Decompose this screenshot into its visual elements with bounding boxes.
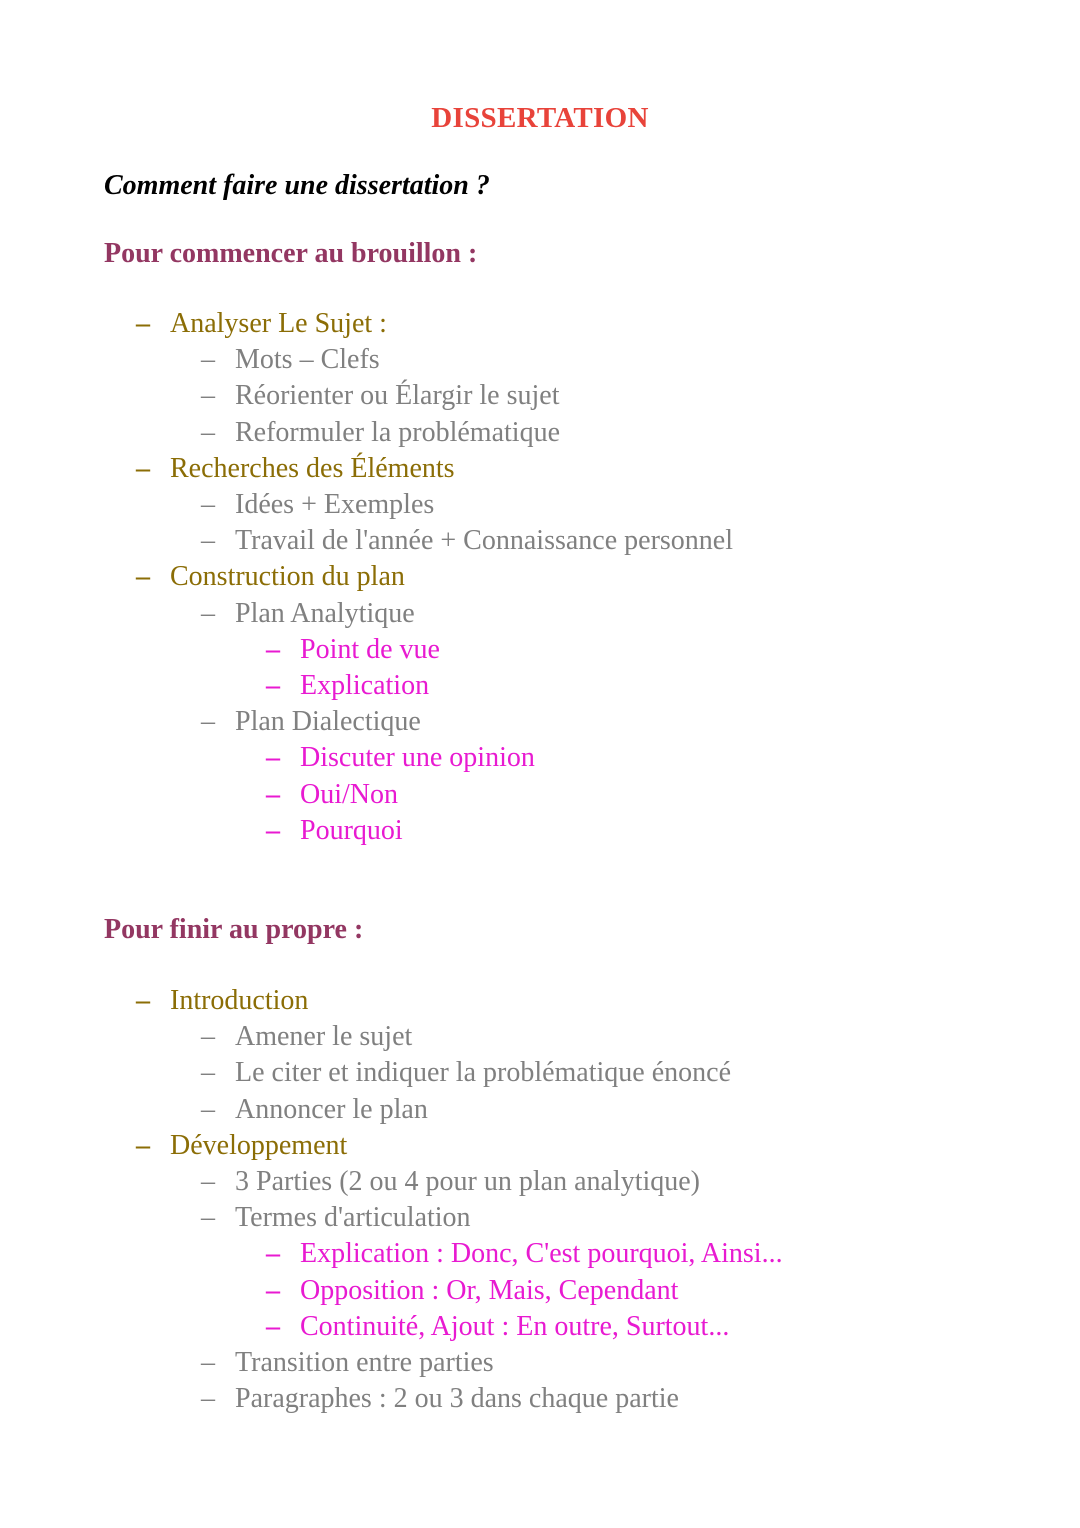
outline-item-text: Explication : Donc, C'est pourquoi, Ainsi... (300, 1238, 783, 1270)
list-bullet-dash: – (201, 489, 215, 520)
outline-item-level-1 (136, 306, 387, 342)
list-bullet-dash: – (201, 1166, 215, 1197)
outline-item-text: Plan Analytique (235, 597, 415, 629)
outline-item-text: Transition entre parties (235, 1347, 494, 1378)
outline-item-text: Introduction (170, 985, 309, 1016)
outline-item-text: Mots – Clefs (235, 344, 380, 376)
outline-item-text: Recherches des Éléments (170, 452, 455, 484)
list-bullet-dash: – (201, 597, 215, 629)
list-bullet-dash: – (266, 1238, 280, 1270)
list-bullet-dash: – (136, 308, 150, 339)
outline-item-level-2 (201, 487, 434, 523)
list-bullet-dash: – (201, 380, 215, 412)
outline-item-level-2 (201, 415, 560, 451)
outline-item-text: Amener le sujet (235, 1021, 413, 1053)
outline-item-level-2 (201, 1381, 679, 1417)
outline-item-level-1 (136, 983, 308, 1019)
outline-item-text: Discuter une opinion (300, 742, 535, 774)
list-bullet-dash: – (201, 1057, 215, 1089)
outline-item-level-2 (201, 704, 421, 740)
outline-item-level-3 (266, 1309, 729, 1345)
outline-item-text: Reformuler la problématique (235, 416, 560, 448)
list-bullet-dash: – (266, 778, 280, 810)
outline-item-level-3 (266, 632, 440, 668)
list-bullet-dash: – (266, 814, 280, 846)
outline-item-text: Annoncer le plan (235, 1093, 428, 1125)
outline-item-level-3 (266, 740, 535, 776)
list-bullet-dash: – (201, 416, 215, 448)
list-bullet-dash: – (136, 452, 150, 484)
outline-item-text: 3 Parties (2 ou 4 pour un plan analytique) (235, 1166, 701, 1197)
list-bullet-dash: – (266, 670, 280, 701)
outline-item-level-1 (136, 1128, 347, 1164)
outline-item-level-2 (201, 378, 560, 414)
outline-item-text: Paragraphes : 2 ou 3 dans chaque partie (235, 1383, 679, 1415)
outline-item-level-1 (136, 559, 405, 595)
list-bullet-dash: – (201, 1021, 215, 1053)
list-bullet-dash: – (201, 344, 215, 376)
outline-item-text: Construction du plan (170, 561, 405, 593)
list-bullet-dash: – (266, 742, 280, 774)
list-bullet-dash: – (201, 1383, 215, 1415)
outline-item-text: Développement (170, 1129, 348, 1161)
outline-item-text: Termes d'articulation (235, 1202, 471, 1234)
outline-item-level-2 (201, 1200, 471, 1236)
outline-item-level-3 (266, 1273, 678, 1309)
outline-item-level-2 (201, 1055, 731, 1091)
document-title: DISSERTATION (431, 102, 649, 134)
list-bullet-dash: – (136, 1129, 150, 1161)
outline-item-level-2 (201, 596, 415, 632)
outline-item-level-2 (201, 1164, 700, 1200)
outline-item-text: Réorienter ou Élargir le sujet (235, 380, 560, 412)
list-bullet-dash: – (201, 1093, 215, 1125)
list-bullet-dash: – (266, 1310, 280, 1342)
outline-item-level-3 (266, 1236, 783, 1272)
list-bullet-dash: – (201, 1202, 215, 1234)
document-question: Comment faire une dissertation ? (104, 170, 490, 201)
outline-item-text: Travail de l'année + Connaissance personnel (235, 525, 733, 557)
outline-item-level-2 (201, 523, 733, 559)
list-bullet-dash: – (136, 985, 150, 1016)
outline-item-text: Plan Dialectique (235, 706, 421, 738)
list-bullet-dash: – (201, 706, 215, 738)
outline-item-level-3 (266, 777, 398, 813)
section-heading-brouillon: Pour commencer au brouillon : (104, 238, 478, 269)
outline-item-text: Le citer et indiquer la problématique énoncé (235, 1057, 732, 1089)
outline-item-level-3 (266, 813, 403, 849)
section-heading-propre: Pour finir au propre : (104, 914, 364, 945)
outline-item-text: Continuité, Ajout : En outre, Surtout... (300, 1310, 730, 1342)
list-bullet-dash: – (136, 561, 150, 593)
outline-item-level-3 (266, 668, 429, 704)
outline-item-text: Explication (300, 670, 430, 701)
outline-item-text: Point de vue (300, 633, 440, 665)
outline-item-text: Pourquoi (300, 814, 403, 846)
list-bullet-dash: – (201, 1347, 215, 1378)
outline-item-level-2 (201, 1345, 494, 1381)
outline-item-text: Opposition : Or, Mais, Cependant (300, 1274, 679, 1306)
outline-item-level-1 (136, 451, 455, 487)
outline-item-level-2 (201, 342, 380, 378)
outline-item-text: Oui/Non (300, 778, 398, 810)
outline-item-level-2 (201, 1019, 412, 1055)
list-bullet-dash: – (201, 525, 215, 557)
outline-item-text: Analyser Le Sujet : (170, 308, 387, 339)
outline-item-level-2 (201, 1092, 428, 1128)
list-bullet-dash: – (266, 1274, 280, 1306)
list-bullet-dash: – (266, 633, 280, 665)
outline-item-text: Idées + Exemples (235, 489, 435, 520)
